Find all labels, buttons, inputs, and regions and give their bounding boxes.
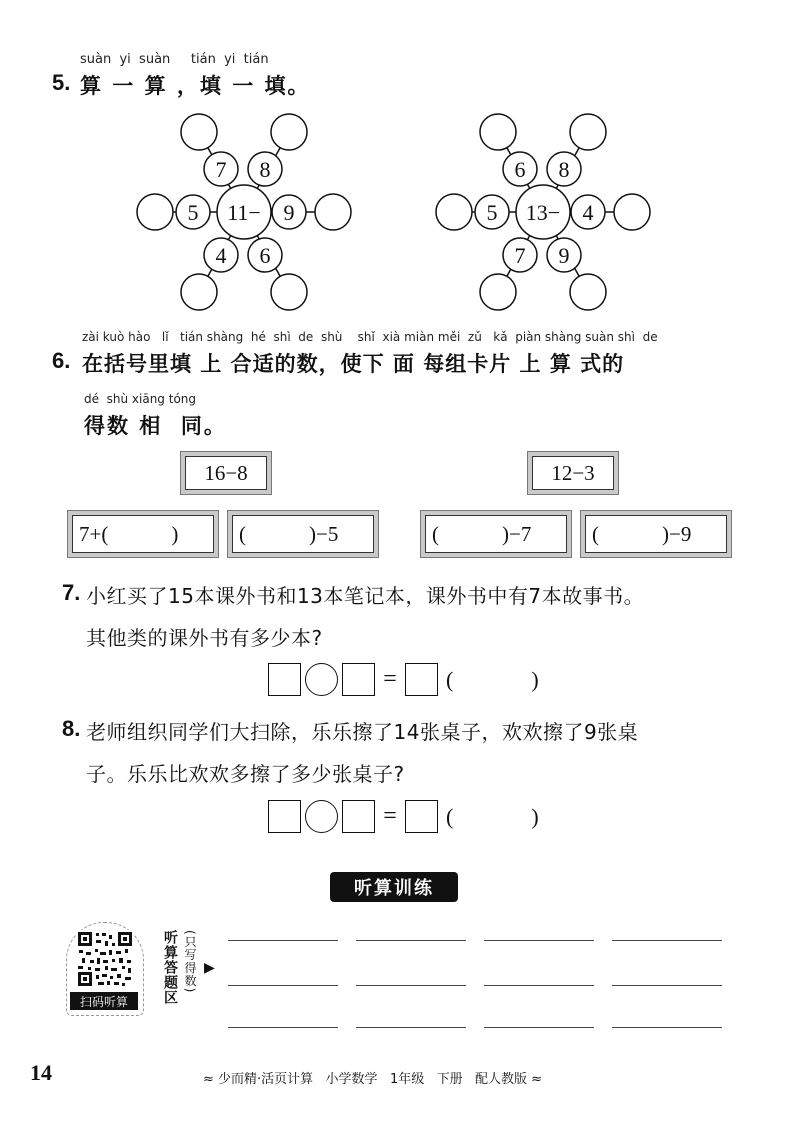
card-7-plus-blank-text: 7+( ) [79,521,179,546]
q7-operator-circle[interactable] [305,663,338,696]
left-flower-top-right: 8 [259,157,271,182]
q8-number: 8. [62,716,81,741]
right-flower-right: 4 [582,200,594,225]
footer-book-info: ≈ 少而精·活页计算 小学数学 1年级 下册 配人教版 ≈ [203,1072,543,1087]
listening-area-label: 听算答题区 [162,930,178,1005]
card-blank-minus-9-text: ( )−9 [592,521,692,546]
qr-caption: 扫码听算 [70,992,138,1010]
qr-code-icon[interactable] [76,930,134,988]
card-12-3-text: 12−3 [551,460,595,485]
q8-operator-circle[interactable] [305,800,338,833]
card-blank-minus-7-text: ( )−7 [432,521,532,546]
q5-number: 5. [52,70,71,95]
q8-line-2: 子。乐乐比欢欢多擦了多少张桌子? [86,762,405,786]
q7-number: 7. [62,580,81,605]
q7-operand-box-1[interactable] [268,663,301,696]
q7-line-2: 其他类的课外书有多少本? [86,626,323,650]
q7-answer-row [268,663,539,696]
left-flower-center: 11− [227,200,261,225]
q6-number: 6. [52,348,71,373]
q6-pinyin-2: dé shù xiāng tóng [84,392,197,406]
answer-line[interactable] [356,1027,466,1028]
q6-title-2: 得数 相 同。 [84,414,227,438]
q8-unit-close-paren: ) [531,803,539,829]
answer-line[interactable] [228,1027,338,1028]
card-12-3 [527,451,619,495]
card-blank-minus-7 [420,510,572,558]
q7-operand-box-2[interactable] [342,663,375,696]
right-flower-bottom-left: 7 [514,243,526,268]
q8-unit-open-paren: ( [446,803,454,829]
q5-title: 算 一 算 ，填 一 填。 [80,74,311,98]
card-16-8-text: 16−8 [204,460,248,485]
q6-pinyin-1: zài kuò hào lǐ tián shàng hé shì de shù shǐ xià miàn měi zǔ kǎ piàn shàng suàn shì de [82,330,658,344]
answer-line[interactable] [484,1027,594,1028]
answer-line[interactable] [228,940,338,941]
q5-pinyin: suàn yi suàn tián yi tián [80,52,269,67]
card-blank-minus-5-text: ( )−5 [239,521,339,546]
left-flower-top-left: 7 [215,157,227,182]
arrow-right-icon: ▶ [204,960,215,976]
answer-line[interactable] [484,985,594,986]
right-flower-top-right: 8 [558,157,570,182]
card-7-plus-blank [67,510,219,558]
answer-line[interactable] [228,985,338,986]
q5-flower-diagrams [120,108,760,320]
right-flower-bottom-right: 9 [558,243,570,268]
q7-unit-close-paren: ) [531,666,539,692]
q7-unit-open-paren: ( [446,666,454,692]
answer-line[interactable] [356,940,466,941]
right-flower-center: 13− [525,200,561,225]
page-number: 14 [30,1060,52,1085]
q7-line-1: 小红买了15本课外书和13本笔记本，课外书中有7本故事书。 [86,584,645,608]
q8-answer-row [268,800,539,833]
q6-title-1: 在括号里填 上 合适的数，使下 面 每组卡片 上 算 式的 [82,352,625,376]
q8-equals-sign: = [383,803,397,829]
left-flower-right: 9 [283,200,295,225]
answer-line[interactable] [612,985,722,986]
left-flower-bottom-left: 4 [215,243,227,268]
answer-line[interactable] [356,985,466,986]
q8-operand-box-1[interactable] [268,800,301,833]
card-blank-minus-9 [580,510,732,558]
q7-equals-sign: = [383,666,397,692]
card-blank-minus-5 [227,510,379,558]
left-flower-bottom-right: 6 [259,243,271,268]
answer-line[interactable] [484,940,594,941]
card-16-8 [180,451,272,495]
right-flower-top-left: 6 [514,157,526,182]
answer-line[interactable] [612,1027,722,1028]
q7-result-box[interactable] [405,663,438,696]
q8-line-1: 老师组织同学们大扫除，乐乐擦了14张桌子，欢欢擦了9张桌 [86,720,639,744]
q8-operand-box-2[interactable] [342,800,375,833]
answer-line[interactable] [612,940,722,941]
right-flower-left: 5 [486,200,498,225]
listening-area-note: (只写得数) [183,930,197,994]
q8-result-box[interactable] [405,800,438,833]
left-flower-left: 5 [187,200,199,225]
listening-section-title: 听算训练 [330,872,458,902]
